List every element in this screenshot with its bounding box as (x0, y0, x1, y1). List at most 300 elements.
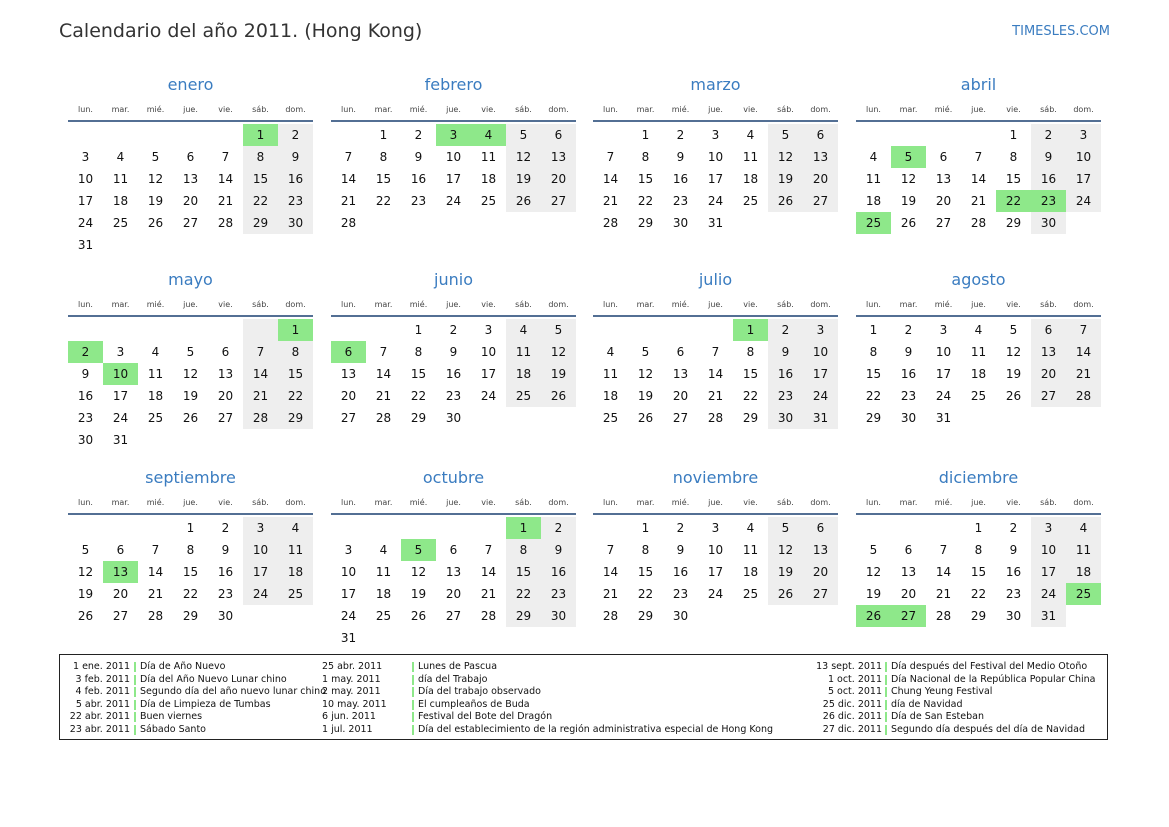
day-cell: 6 (904, 543, 913, 557)
weekday-label: sáb. (515, 300, 532, 309)
day-cell: 6 (186, 150, 195, 164)
weekday-label: mié. (409, 300, 428, 309)
weekday-label: vie. (1006, 498, 1021, 507)
day-cell: 9 (81, 367, 90, 381)
weekday-header (593, 100, 838, 122)
day-cell: 29 (970, 609, 987, 623)
day-cell: 8 (869, 345, 878, 359)
day-cell: 15 (278, 363, 313, 385)
day-cell: 9 (414, 150, 423, 164)
empty-day-cell (436, 517, 471, 539)
day-cell: 16 (1031, 168, 1066, 190)
weekday-label: lun. (78, 105, 93, 114)
day-cell: 3 (711, 521, 720, 535)
day-cell: 27 (340, 411, 357, 425)
legend-holiday-name: Día del establecimiento de la región administrativa especial de Hong Kong (418, 723, 773, 735)
weekday-label: mié. (671, 105, 690, 114)
weekday-label: mié. (409, 105, 428, 114)
weekday-label: jue. (446, 300, 461, 309)
empty-day-cell (891, 517, 926, 539)
weekday-label: dom. (810, 300, 831, 309)
weekday-label: vie. (481, 105, 496, 114)
empty-day-cell (366, 319, 401, 341)
day-cell: 18 (865, 194, 882, 208)
empty-day-cell (926, 517, 961, 539)
day-grid (856, 124, 1101, 234)
day-cell: 26 (900, 216, 917, 230)
day-cell: 2 (278, 124, 313, 146)
weekday-label: vie. (743, 105, 758, 114)
holiday-day-cell: 5 (401, 539, 436, 561)
legend-holiday-name: Día de Limpieza de Tumbas (140, 698, 271, 710)
day-cell: 13 (340, 367, 357, 381)
day-cell: 11 (375, 565, 392, 579)
day-cell: 7 (379, 345, 388, 359)
holiday-day-cell: 25 (1066, 583, 1101, 605)
day-cell: 10 (1066, 146, 1101, 168)
day-cell: 27 (217, 411, 234, 425)
weekday-label: dom. (810, 498, 831, 507)
day-cell: 20 (803, 561, 838, 583)
weekday-label: dom. (548, 498, 569, 507)
empty-day-cell (366, 517, 401, 539)
day-cell: 28 (147, 609, 164, 623)
day-cell: 13 (541, 146, 576, 168)
day-cell: 28 (340, 216, 357, 230)
day-cell: 19 (1005, 367, 1022, 381)
day-cell: 21 (1066, 363, 1101, 385)
day-cell: 14 (147, 565, 164, 579)
weekday-label: jue. (446, 105, 461, 114)
legend-holiday-name: Día Nacional de la República Popular China (891, 673, 1096, 685)
legend-date: 1 oct. 2011 (827, 673, 882, 685)
weekday-label: mié. (146, 498, 165, 507)
day-cell: 23 (900, 389, 917, 403)
day-cell: 30 (672, 609, 689, 623)
day-cell: 30 (672, 216, 689, 230)
day-cell: 19 (768, 168, 803, 190)
day-cell: 20 (803, 168, 838, 190)
legend-marker (412, 725, 414, 735)
weekday-label: sáb. (777, 300, 794, 309)
day-cell: 4 (746, 128, 755, 142)
legend-date: 1 jul. 2011 (322, 723, 373, 735)
day-cell: 30 (77, 433, 94, 447)
weekday-label: vie. (218, 105, 233, 114)
day-cell: 26 (147, 216, 164, 230)
day-cell: 8 (641, 543, 650, 557)
weekday-label: lun. (603, 498, 618, 507)
month-julio (593, 265, 838, 429)
day-cell: 25 (147, 411, 164, 425)
legend-date: 23 abr. 2011 (69, 723, 130, 735)
day-cell: 24 (480, 389, 497, 403)
month-name: diciembre (938, 468, 1019, 487)
day-cell: 7 (344, 150, 353, 164)
weekday-label: jue. (183, 105, 198, 114)
legend-marker (412, 687, 414, 697)
day-cell: 30 (541, 605, 576, 627)
day-cell: 4 (606, 345, 615, 359)
holiday-day-cell: 1 (506, 517, 541, 539)
legend-date: 25 abr. 2011 (322, 661, 383, 672)
day-cell: 13 (672, 367, 689, 381)
weekday-label: lun. (78, 300, 93, 309)
day-cell: 4 (869, 150, 878, 164)
weekday-label: sáb. (1040, 105, 1057, 114)
day-cell: 9 (768, 341, 803, 363)
day-cell: 29 (243, 212, 278, 234)
legend-holiday-name: Chung Yeung Festival (891, 686, 993, 697)
day-cell: 14 (602, 565, 619, 579)
day-cell: 28 (602, 216, 619, 230)
month-mayo (68, 265, 313, 451)
day-cell: 8 (243, 146, 278, 168)
day-cell: 22 (182, 587, 199, 601)
legend-holiday-name: Buen viernes (140, 711, 203, 722)
legend-holiday-name: Segundo día después del día de Navidad (891, 723, 1086, 735)
holiday-day-cell: 4 (471, 124, 506, 146)
weekday-label: sáb. (252, 105, 269, 114)
day-cell: 11 (742, 150, 759, 164)
weekday-header (856, 295, 1101, 317)
day-cell: 1 (641, 521, 650, 535)
day-cell: 27 (541, 190, 576, 212)
empty-day-cell (68, 517, 103, 539)
day-cell: 27 (803, 583, 838, 605)
day-cell: 7 (939, 543, 948, 557)
holiday-day-cell: 1 (243, 124, 278, 146)
legend-marker (885, 712, 887, 722)
day-cell: 10 (480, 345, 497, 359)
weekday-label: mar. (899, 498, 918, 507)
day-cell: 13 (803, 539, 838, 561)
day-cell: 29 (278, 407, 313, 429)
day-cell: 5 (541, 319, 576, 341)
empty-day-cell (401, 517, 436, 539)
day-cell: 4 (1066, 517, 1101, 539)
day-cell: 29 (182, 609, 199, 623)
empty-day-cell (926, 124, 961, 146)
day-cell: 2 (768, 319, 803, 341)
day-cell: 12 (506, 146, 541, 168)
day-cell: 26 (182, 411, 199, 425)
legend-date: 25 dic. 2011 (822, 698, 882, 710)
day-cell: 14 (480, 565, 497, 579)
weekday-label: sáb. (777, 105, 794, 114)
day-grid (68, 517, 313, 627)
day-cell: 24 (1066, 190, 1101, 212)
day-cell: 22 (970, 587, 987, 601)
day-cell: 27 (445, 609, 462, 623)
day-cell: 18 (278, 561, 313, 583)
day-cell: 10 (707, 150, 724, 164)
month-name: noviembre (672, 468, 759, 487)
day-cell: 9 (541, 539, 576, 561)
day-cell: 18 (112, 194, 129, 208)
day-cell: 14 (970, 172, 987, 186)
day-cell: 20 (340, 389, 357, 403)
weekday-label: mié. (146, 105, 165, 114)
empty-day-cell (593, 124, 628, 146)
day-cell: 31 (707, 216, 724, 230)
weekday-label: dom. (810, 105, 831, 114)
day-cell: 19 (147, 194, 164, 208)
day-cell: 28 (707, 411, 724, 425)
legend-holiday-name: Lunes de Pascua (418, 661, 498, 672)
day-cell: 18 (375, 587, 392, 601)
day-cell: 30 (1005, 609, 1022, 623)
day-cell: 5 (768, 517, 803, 539)
legend-holiday-name: Sábado Santo (140, 723, 206, 735)
legend-holiday-name: El cumpleaños de Buda (418, 698, 530, 710)
day-cell: 13 (217, 367, 234, 381)
day-cell: 21 (217, 194, 234, 208)
day-cell: 29 (506, 605, 541, 627)
legend-date: 27 dic. 2011 (822, 723, 882, 735)
legend-date: 1 ene. 2011 (73, 661, 130, 672)
day-cell: 15 (637, 565, 654, 579)
month-septiembre (68, 463, 313, 627)
weekday-label: jue. (708, 105, 723, 114)
day-cell: 25 (602, 411, 619, 425)
weekday-label: mié. (671, 498, 690, 507)
month-name: junio (434, 270, 473, 289)
day-cell: 14 (375, 367, 392, 381)
empty-day-cell (593, 517, 628, 539)
day-cell: 20 (541, 168, 576, 190)
day-cell: 24 (707, 194, 724, 208)
day-cell: 26 (768, 583, 803, 605)
legend-date: 6 jun. 2011 (322, 711, 376, 722)
day-cell: 20 (1031, 363, 1066, 385)
day-cell: 28 (217, 216, 234, 230)
day-cell: 7 (221, 150, 230, 164)
legend-marker (412, 675, 414, 685)
day-cell: 25 (278, 583, 313, 605)
month-name: julio (698, 270, 733, 289)
weekday-label: mar. (899, 105, 918, 114)
legend-date: 22 abr. 2011 (69, 711, 130, 722)
empty-day-cell (103, 517, 138, 539)
legend-date: 4 feb. 2011 (75, 686, 130, 697)
day-cell: 5 (81, 543, 90, 557)
day-cell: 3 (116, 345, 125, 359)
empty-day-cell (208, 124, 243, 146)
day-cell: 6 (116, 543, 125, 557)
day-cell: 26 (768, 190, 803, 212)
day-cell: 17 (77, 194, 94, 208)
day-cell: 22 (506, 583, 541, 605)
holiday-day-cell: 6 (331, 341, 366, 363)
day-cell: 21 (602, 194, 619, 208)
day-cell: 23 (1005, 587, 1022, 601)
day-cell: 25 (375, 609, 392, 623)
month-agosto (856, 265, 1101, 429)
day-cell: 4 (506, 319, 541, 341)
day-cell: 18 (506, 363, 541, 385)
day-cell: 4 (379, 543, 388, 557)
legend-date: 2 may. 2011 (322, 686, 381, 697)
day-cell: 9 (1031, 146, 1066, 168)
day-cell: 13 (803, 146, 838, 168)
empty-day-cell (698, 319, 733, 341)
day-cell: 29 (1005, 216, 1022, 230)
month-enero (68, 70, 313, 256)
day-cell: 18 (742, 565, 759, 579)
weekday-label: mar. (111, 105, 130, 114)
legend-marker (885, 725, 887, 735)
weekday-label: vie. (1006, 300, 1021, 309)
day-cell: 22 (865, 389, 882, 403)
month-abril (856, 70, 1101, 234)
day-cell: 1 (1009, 128, 1018, 142)
day-cell: 5 (186, 345, 195, 359)
day-cell: 26 (77, 609, 94, 623)
day-cell: 25 (480, 194, 497, 208)
holiday-day-cell: 2 (68, 341, 103, 363)
empty-day-cell (856, 124, 891, 146)
empty-day-cell (173, 124, 208, 146)
empty-day-cell (243, 319, 278, 341)
day-cell: 25 (112, 216, 129, 230)
day-cell: 22 (637, 194, 654, 208)
day-cell: 21 (602, 587, 619, 601)
weekday-label: lun. (341, 105, 356, 114)
day-cell: 11 (865, 172, 882, 186)
legend-holiday-name: Festival del Bote del Dragón (418, 711, 553, 722)
weekday-label: vie. (481, 498, 496, 507)
day-cell: 4 (278, 517, 313, 539)
day-cell: 28 (602, 609, 619, 623)
day-cell: 8 (974, 543, 983, 557)
day-grid (331, 517, 576, 649)
day-cell: 22 (375, 194, 392, 208)
day-cell: 14 (217, 172, 234, 186)
day-cell: 20 (672, 389, 689, 403)
day-cell: 12 (77, 565, 94, 579)
day-cell: 8 (379, 150, 388, 164)
weekday-label: jue. (183, 498, 198, 507)
day-cell: 8 (414, 345, 423, 359)
day-cell: 28 (243, 407, 278, 429)
month-junio (331, 265, 576, 429)
day-cell: 13 (445, 565, 462, 579)
day-cell: 2 (904, 323, 913, 337)
day-cell: 3 (484, 323, 493, 337)
empty-day-cell (331, 517, 366, 539)
day-cell: 8 (1009, 150, 1018, 164)
day-cell: 12 (410, 565, 427, 579)
day-cell: 24 (243, 583, 278, 605)
day-cell: 23 (217, 587, 234, 601)
day-cell: 3 (344, 543, 353, 557)
day-cell: 21 (147, 587, 164, 601)
day-cell: 15 (637, 172, 654, 186)
weekday-label: mar. (636, 105, 655, 114)
day-cell: 21 (243, 385, 278, 407)
month-name: marzo (690, 75, 741, 94)
legend-marker (885, 700, 887, 710)
empty-day-cell (331, 319, 366, 341)
day-cell: 19 (768, 561, 803, 583)
empty-day-cell (68, 124, 103, 146)
day-cell: 3 (711, 128, 720, 142)
day-cell: 15 (506, 561, 541, 583)
legend-marker (134, 675, 136, 685)
day-cell: 24 (803, 385, 838, 407)
day-cell: 29 (637, 216, 654, 230)
day-cell: 3 (1066, 124, 1101, 146)
day-cell: 7 (484, 543, 493, 557)
weekday-label: sáb. (252, 300, 269, 309)
legend-marker (885, 687, 887, 697)
day-cell: 23 (672, 587, 689, 601)
weekday-label: lun. (341, 300, 356, 309)
empty-day-cell (103, 319, 138, 341)
month-noviembre (593, 463, 838, 627)
legend-marker (134, 712, 136, 722)
legend-marker (412, 712, 414, 722)
weekday-label: jue. (971, 105, 986, 114)
day-cell: 19 (506, 168, 541, 190)
day-cell: 5 (869, 543, 878, 557)
holiday-day-cell: 23 (1031, 190, 1066, 212)
legend-date: 5 oct. 2011 (827, 686, 882, 697)
legend-date: 1 may. 2011 (322, 673, 381, 685)
empty-day-cell (593, 319, 628, 341)
day-cell: 22 (243, 190, 278, 212)
day-cell: 23 (541, 583, 576, 605)
day-cell: 2 (676, 128, 685, 142)
day-cell: 22 (637, 587, 654, 601)
day-cell: 15 (742, 367, 759, 381)
day-cell: 17 (445, 172, 462, 186)
day-cell: 30 (445, 411, 462, 425)
day-cell: 5 (151, 150, 160, 164)
day-cell: 28 (935, 609, 952, 623)
day-cell: 4 (151, 345, 160, 359)
day-cell: 11 (147, 367, 164, 381)
day-cell: 17 (707, 172, 724, 186)
weekday-label: vie. (743, 498, 758, 507)
brand-link[interactable]: TIMESLES.COM (1012, 24, 1110, 39)
holiday-day-cell: 22 (996, 190, 1031, 212)
weekday-label: sáb. (252, 498, 269, 507)
day-cell: 22 (278, 385, 313, 407)
day-cell: 16 (278, 168, 313, 190)
day-cell: 17 (707, 565, 724, 579)
day-cell: 21 (480, 587, 497, 601)
weekday-header (856, 100, 1101, 122)
weekday-label: mié. (671, 300, 690, 309)
day-cell: 23 (768, 385, 803, 407)
day-cell: 20 (112, 587, 129, 601)
day-cell: 7 (606, 543, 615, 557)
day-cell: 26 (1005, 389, 1022, 403)
day-cell: 12 (182, 367, 199, 381)
day-cell: 16 (768, 363, 803, 385)
day-cell: 8 (278, 341, 313, 363)
day-cell: 12 (1005, 345, 1022, 359)
day-cell: 18 (147, 389, 164, 403)
empty-day-cell (471, 517, 506, 539)
weekday-header (331, 100, 576, 122)
day-cell: 16 (672, 172, 689, 186)
day-cell: 9 (449, 345, 458, 359)
holiday-day-cell: 3 (436, 124, 471, 146)
day-cell: 30 (768, 407, 803, 429)
